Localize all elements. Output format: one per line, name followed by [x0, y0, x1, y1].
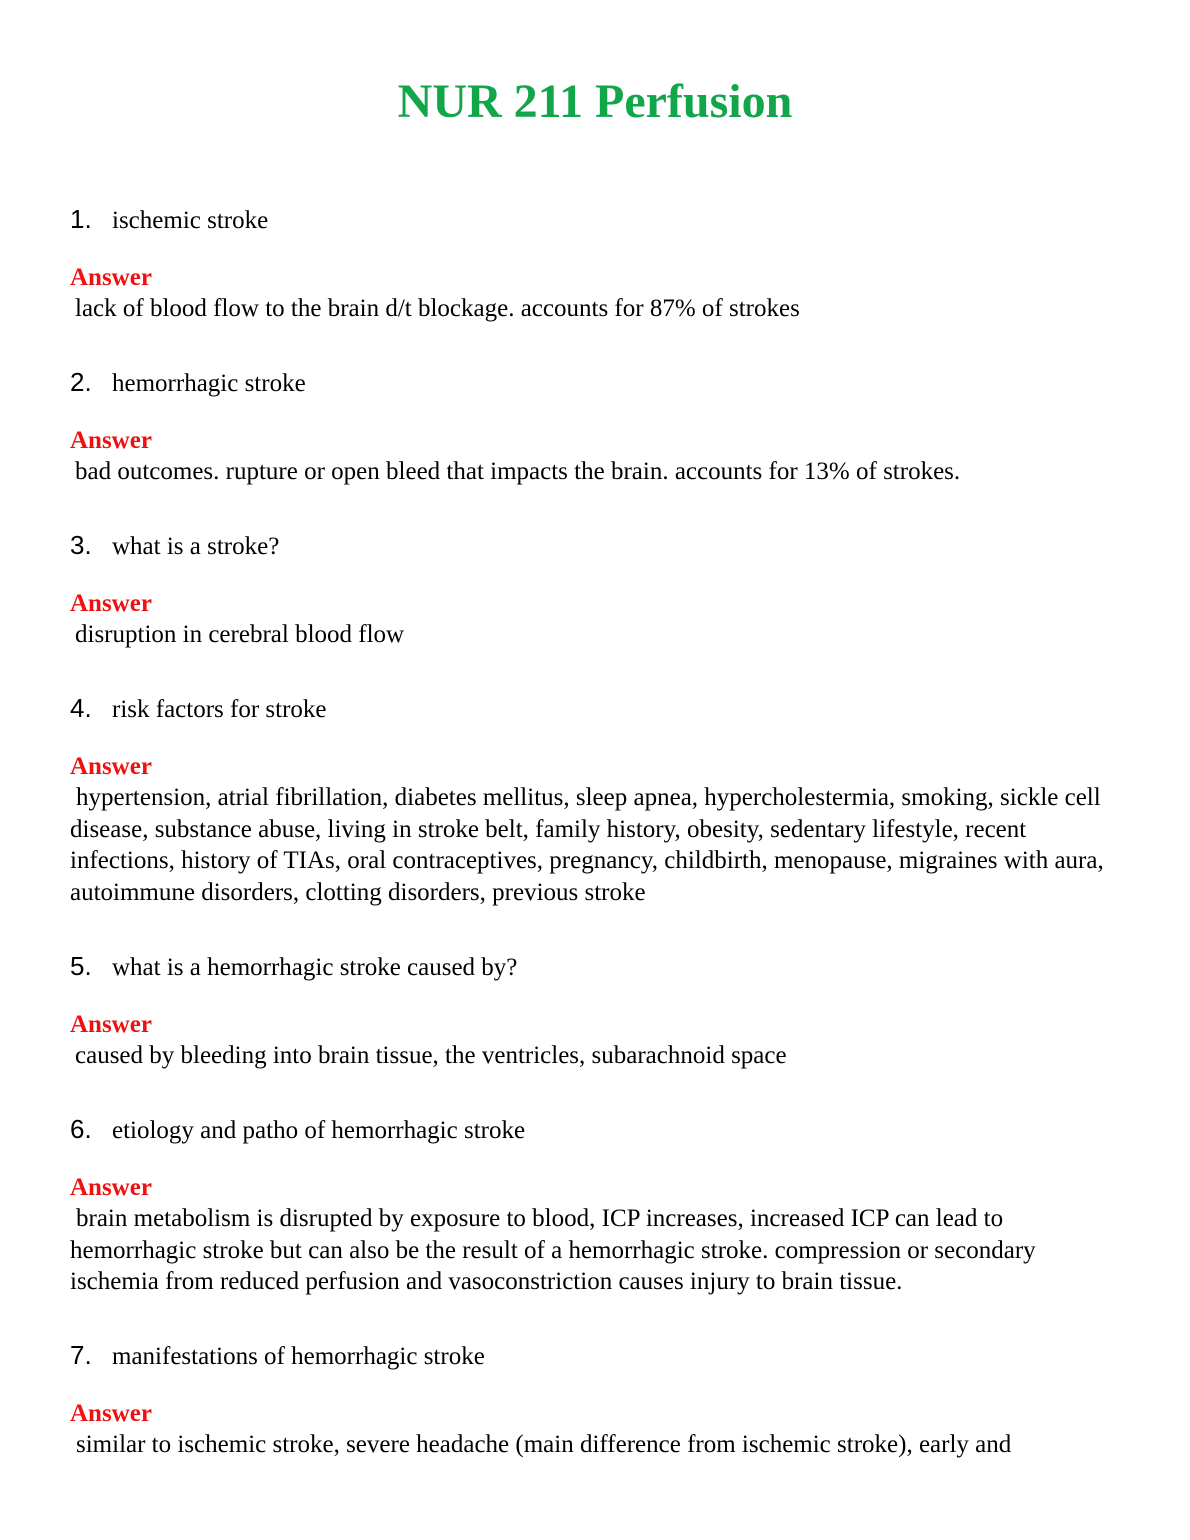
answer-label: Answer [70, 427, 152, 454]
answer-label: Answer [70, 264, 152, 291]
question-text: risk factors for stroke [112, 696, 327, 723]
answer-label: Answer [70, 1400, 152, 1427]
question-text: what is a stroke? [112, 533, 280, 560]
question [70, 203, 1130, 235]
qa-item [70, 366, 1130, 488]
question [70, 366, 1130, 398]
answer-text: caused by bleeding into brain tissue, the ventricles, subarachnoid space [75, 1042, 787, 1069]
question-text: what is a hemorrhagic stroke caused by? [112, 954, 518, 981]
answer-text: similar to ischemic stroke, severe headache (main difference from ischemic stroke), early and [76, 1431, 1012, 1458]
qa-item [70, 1339, 1130, 1461]
answer-label: Answer [70, 1011, 152, 1038]
qa-item [70, 203, 1130, 325]
question [70, 1339, 1130, 1371]
page-title: NUR 211 Perfusion [397, 75, 793, 128]
answer-text: brain metabolism is disrupted by exposure to blood, ICP increases, increased ICP can lead to hemorrhagic stroke but can also be the result of a hemorrhagic stroke. compression or secondary ischemia from reduced perfusion and vasoconstriction causes injury to brain tissue. [70, 1205, 1036, 1295]
qa-item [70, 950, 1130, 1072]
question-text: ischemic stroke [112, 207, 269, 234]
qa-item [70, 692, 1130, 908]
question-number: 3. [70, 530, 92, 560]
question-number: 4. [70, 693, 92, 723]
qa-item [70, 1113, 1130, 1298]
question-number: 6. [70, 1114, 92, 1144]
question-text: hemorrhagic stroke [112, 370, 306, 397]
question [70, 1113, 1130, 1145]
question-number: 1. [70, 204, 92, 234]
question [70, 692, 1130, 724]
question-number: 7. [70, 1340, 92, 1370]
question-number: 2. [70, 367, 92, 397]
qa-item [70, 529, 1130, 651]
question-number: 5. [70, 951, 92, 981]
answer-label: Answer [70, 753, 152, 780]
question [70, 529, 1130, 561]
question-text: etiology and patho of hemorrhagic stroke [112, 1117, 526, 1144]
answer-text: bad outcomes. rupture or open bleed that impacts the brain. accounts for 13% of strokes. [75, 458, 961, 485]
question-text: manifestations of hemorrhagic stroke [112, 1343, 485, 1370]
answer-text: disruption in cerebral blood flow [75, 621, 405, 648]
answer-text: lack of blood flow to the brain d/t blockage. accounts for 87% of strokes [75, 295, 800, 322]
answer-text: hypertension, atrial fibrillation, diabetes mellitus, sleep apnea, hypercholestermia, smoking, sickle cell disease, substance abuse, living in stroke belt, family history, obesity, sedentary lifestyle, recent infections, history of TIAs, oral contraceptives, pregnancy, childbirth, menopause, migraines with aura, autoimmune disorders, clotting disorders, previous stroke [70, 784, 1104, 906]
question [70, 950, 1130, 982]
answer-label: Answer [70, 1174, 152, 1201]
answer-label: Answer [70, 590, 152, 617]
